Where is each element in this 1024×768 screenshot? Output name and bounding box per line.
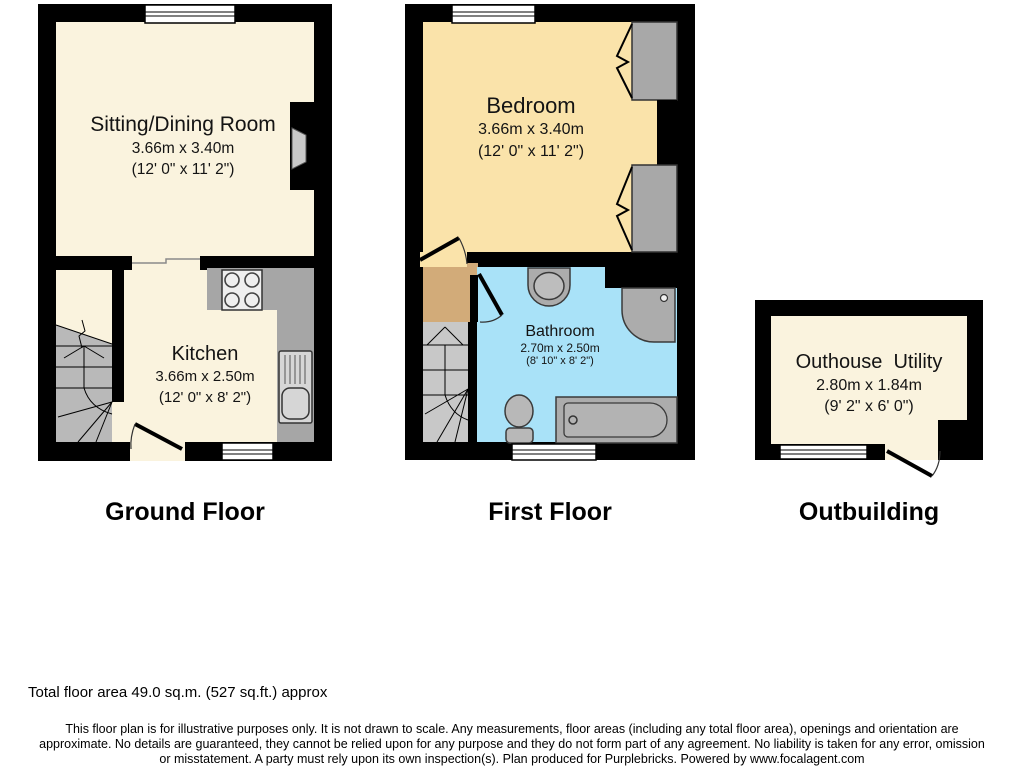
room-dim-metric: 3.66m x 2.50m bbox=[155, 368, 255, 385]
window-icon bbox=[512, 444, 596, 460]
room-name: Bathroom bbox=[525, 323, 595, 340]
room-dim-imperial: (8' 10" x 8' 2") bbox=[526, 355, 594, 367]
window-icon bbox=[145, 5, 235, 23]
doorway-opening bbox=[132, 255, 200, 271]
room-dim-imperial: (12' 0" x 11' 2") bbox=[477, 143, 585, 160]
bedroom-door-icon bbox=[420, 238, 467, 267]
sitting-dining-room-label-block bbox=[38, 112, 328, 180]
bathroom-door-icon bbox=[479, 274, 502, 322]
room-name: Sitting/Dining Room bbox=[90, 113, 276, 136]
basin-icon bbox=[528, 268, 570, 306]
wardrobe-icon bbox=[617, 22, 677, 100]
disclaimer-text bbox=[0, 722, 1024, 768]
room-dim-imperial: (9' 2" x 6' 0") bbox=[824, 398, 914, 415]
window-icon bbox=[780, 445, 867, 459]
bathroom-label-block bbox=[460, 322, 660, 368]
room-name: Outhouse Utility bbox=[795, 351, 943, 373]
first-floor-linework bbox=[405, 4, 695, 460]
back-door-icon bbox=[130, 424, 185, 461]
door-jamb-wall bbox=[938, 420, 967, 444]
hob-icon bbox=[222, 270, 262, 310]
ground-floor-title: Ground Floor bbox=[105, 498, 265, 526]
room-dim-metric: 3.66m x 3.40m bbox=[478, 121, 584, 138]
first-floor-plan bbox=[405, 4, 695, 460]
room-dim-imperial: (12' 0" x 8' 2") bbox=[158, 389, 252, 406]
toilet-icon bbox=[505, 395, 533, 443]
first-floor-title: First Floor bbox=[488, 498, 612, 526]
outhouse-utility-label-block bbox=[755, 350, 983, 417]
total-floor-area-text: Total floor area 49.0 sq.m. (527 sq.ft.) approx bbox=[28, 684, 328, 701]
outbuilding-title: Outbuilding bbox=[798, 498, 940, 526]
room-dim-metric: 3.66m x 3.40m bbox=[131, 140, 235, 157]
door-icon bbox=[885, 444, 940, 476]
window-icon bbox=[452, 5, 535, 23]
disclaimer-line-1: This floor plan is for illustrative purposes only. It is not drawn to scale. Any measurements, floor areas (including any total floor area), openings and orientation are bbox=[65, 722, 959, 736]
wardrobe-icon bbox=[617, 165, 677, 252]
room-name: Kitchen bbox=[171, 343, 239, 365]
kitchen-label-block bbox=[98, 342, 312, 408]
room-dim-metric: 2.80m x 1.84m bbox=[816, 377, 922, 394]
room-dim-metric: 2.70m x 2.50m bbox=[520, 341, 600, 355]
bedroom-label-block bbox=[405, 92, 657, 163]
disclaimer-line-2: approximate. No details are guaranteed, they cannot be relied upon for any purpose and they do not form part of any agreement. No liability is taken for any error, omission bbox=[39, 737, 985, 752]
wardrobe-divider-wall bbox=[657, 100, 677, 165]
ground-floor-plan bbox=[38, 4, 332, 461]
bath-icon bbox=[556, 397, 677, 443]
room-name: Bedroom bbox=[486, 93, 576, 118]
disclaimer-line-3: or misstatement. A party must rely upon its own inspection(s). Plan produced for Purplebricks. Powered by www.focalagent.com bbox=[159, 752, 865, 767]
window-icon bbox=[222, 443, 273, 460]
room-dim-imperial: (12' 0" x 11' 2") bbox=[131, 161, 235, 178]
outbuilding-plan bbox=[755, 300, 983, 460]
